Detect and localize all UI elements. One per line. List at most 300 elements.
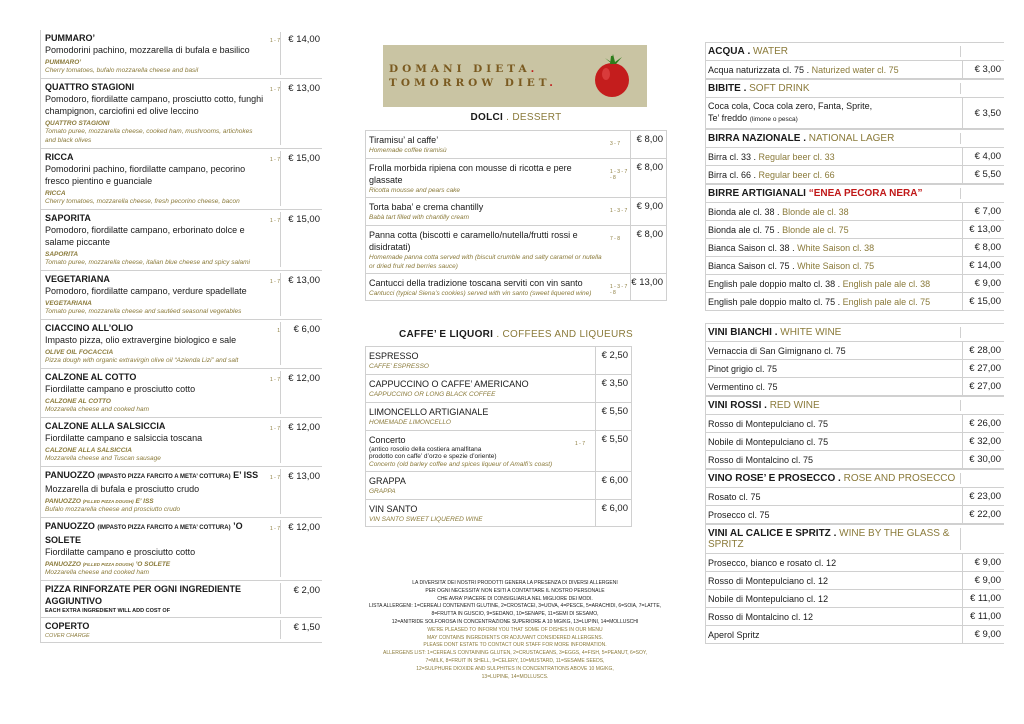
menu-item [40,271,322,320]
drink-english: White Saison cl. 38 [797,242,875,253]
drink-name: Acqua naturizzata cl. 75 . Naturized water cl. 75 [708,64,899,75]
drink-item [705,257,1004,275]
menu-item-price: € 12,00 [280,371,322,414]
price-col [960,473,1002,484]
price-col [960,133,1002,144]
dessert-item [365,158,667,197]
drink-name-text: Vermentino cl. 75 [708,381,778,392]
drink-item [705,342,1004,360]
drink-name [706,361,962,377]
item-name2: E’ ISS [233,470,259,480]
coffee-note: (antico rosolio della costiera amalfitana [369,446,482,453]
coffee-body [366,347,575,374]
menu-item-name [45,520,264,546]
allergen-codes [575,347,595,374]
coffee-body [366,375,575,402]
menu-item-price: € 13,00 [280,469,322,514]
allergen-codes [266,620,280,639]
price-col [960,46,1002,57]
drink-name-text: Birra cl. 33 [708,151,752,162]
en-name: CALZONE AL COTTO [45,398,111,405]
menu-item-price: € 15,00 [280,151,322,206]
coffee-english: Concerto (old barley coffee and spices liqueur of Amalfi’s coast) [369,461,553,468]
drink-name [706,627,962,643]
allergen-codes: 1 - 7 [269,218,280,224]
section-title-bold: BIBITE [708,83,741,94]
menu-item-name [45,583,264,607]
menu-item-english-name [45,190,264,197]
en-name: PUMMARO’ [45,59,82,66]
menu-item-price: € 14,00 [280,32,322,75]
menu-item [40,149,322,210]
coffee-price: € 3,50 [595,375,631,402]
en-name: PANUOZZO [45,561,81,568]
section-title-bold: ACQUA [708,46,745,57]
drink-item [705,239,1004,257]
drink-item [705,221,1004,239]
drink-name-text: Nobile di Montepulciano cl. 75 [708,436,829,447]
allergen-codes: 1 - 7 [269,526,280,532]
item-note: (IMPASTO PIZZA FARCITO A META’ COTTURA) [97,474,231,480]
coffee-english: GRAPPA [369,488,396,495]
drink-name-text: Rosso di Montepulciano cl. 75 [708,418,829,429]
drink-name-text: Coca cola, Coca cola zero, Fanta, Sprite, [708,101,873,111]
item-name: PANUOZZO [45,470,95,480]
menu-item-english-description: Pizza dough with organic extravirgin olive oil “Azienda Lizi” and salt [45,357,239,364]
menu-item-description: Pomodoro, fiordilatte campano, erborinato dolce e salame piccante [45,225,245,247]
allergen-codes: 1 - 3 - 7 - 8 [610,284,628,296]
drink-english: Regular beer cl. 66 [758,169,835,180]
menu-item [40,518,322,581]
menu-item-body [45,371,266,414]
coffee-name: VIN SANTO [369,504,418,514]
coffee-name: LIMONCELLO ARTIGIANALE [369,407,489,417]
allergen-codes: 1 - 7 [269,377,280,383]
drink-price: € 15,00 [962,293,1004,310]
menu-item-english-name [45,59,264,66]
drink-name-text: Bionda ale cl. 75 [708,224,775,235]
dessert-body [366,131,610,158]
drink-name-text: English pale doppio malto cl. 38 [708,278,836,289]
coffee-note2: prodotto con caffe’ d’orzo e spezie d’oriente) [369,453,497,460]
item-name: PIZZA RINFORZATE PER OGNI INGREDIENTE AGGIUNTIVO [45,584,242,606]
menu-item-english-description: Tomato puree, mozzarella cheese, italian blue cheese and spicy salami [45,259,250,266]
menu-item-english-name [45,300,264,307]
dessert-body [366,226,610,273]
en-name: COVER CHARGE [45,633,90,639]
drink-price: € 9,00 [962,572,1004,589]
drink-item [705,148,1004,166]
drink-item [705,506,1004,524]
dessert-price: € 9,00 [630,198,666,225]
coffee-list [365,346,632,527]
pizza-menu [40,30,322,643]
section-title [708,473,960,484]
drink-price: € 8,00 [962,239,1004,256]
allergen-codes [575,472,595,499]
allergen-codes: 1 [277,328,280,334]
item-name2: ’O SOLETE [45,521,243,545]
drink-name-text: Bionda ale cl. 38 [708,206,775,217]
allergen-codes: 3 - 7 [610,141,621,147]
drink-name-text: Birra cl. 66 [708,169,752,180]
coffee-item [365,430,632,471]
menu-item-english-name [45,120,264,127]
coffee-name: Concerto [369,435,406,445]
menu-item-price: € 2,00 [280,583,322,614]
drink-name [706,434,962,450]
dessert-body [366,198,610,225]
allergen-codes: 1 - 7 [269,475,280,481]
en-name: EACH EXTRA INGREDIENT WILL ADD COST OF [45,608,171,614]
section-title [708,400,960,411]
drink-english: Blonde ale cl. 75 [782,224,849,235]
drink-price: € 30,00 [962,451,1004,468]
dessert-name: Panna cotta (biscotti e caramello/nutella/frutti rossi e disidratati) [369,230,578,252]
drink-name: Bionda ale cl. 38 . Blonde ale cl. 38 [708,206,849,217]
menu-item-price: € 6,00 [280,322,322,365]
en-name2: E’ ISS [135,498,154,505]
allergen-codes: 1 - 7 [575,441,586,447]
menu-item-name [45,371,264,383]
drink-price: € 3,00 [962,61,1004,78]
en-name: SAPORITA [45,251,79,258]
menu-item-price: € 12,00 [280,520,322,577]
drink-price: € 27,00 [962,360,1004,377]
en-name: CALZONE ALLA SALSICCIA [45,447,132,454]
drink-price: € 28,00 [962,342,1004,359]
item-name: QUATTRO STAGIONI [45,82,135,92]
menu-item-name [45,420,264,432]
dessert-item [365,130,667,158]
drink-english: Naturized water cl. 75 [811,64,899,75]
coffee-body [366,431,575,471]
drink-section-header [705,323,1004,342]
menu-item-description: Fiordilatte campano e salsiccia toscana [45,433,203,443]
sep: . [764,400,767,411]
item-name: CIACCINO ALL’OLIO [45,323,134,333]
drink-item [705,203,1004,221]
coffee-price: € 6,00 [595,500,631,526]
coffee-price: € 6,00 [595,472,631,499]
drink-name [706,507,962,523]
menu-item [40,369,322,418]
drink-name-text: Rosso di Montalcino cl. 75 [708,454,814,465]
coffee-body [366,403,575,430]
drinks-menu [705,42,1004,644]
menu-item-english-name [45,398,264,405]
drink-price: € 27,00 [962,378,1004,395]
drink-name: English pale doppio malto cl. 75 . English pale ale cl. 75 [708,296,931,307]
drink-item [705,488,1004,506]
section-title [708,133,960,144]
menu-item-description: Fiordilatte campano e prosciutto cotto [45,384,196,394]
menu-item-name [45,469,264,483]
menu-item-english-description: Tomato puree, mozzarella cheese, cooked ham, mushrooms, artichokes and black olives [45,128,253,144]
menu-item-price: € 12,00 [280,420,322,463]
drink-section-header [705,79,1004,98]
menu-item-description: Pomodorini pachino, mozzarella di bufala e basilico [45,45,250,55]
drink-price: € 5,50 [962,166,1004,183]
coffee-name: GRAPPA [369,476,406,486]
drink-section-header [705,396,1004,415]
drink-price: € 32,00 [962,433,1004,450]
dessert-price: € 8,00 [630,226,666,273]
sep: . [747,46,751,57]
drink-name-text: Bianca Saison cl. 38 [708,242,790,253]
section-title-english: WHITE WINE [780,327,842,338]
logo: DOMANI DIETA. TOMORROW DIET. [383,45,647,107]
drink-english: White Saison cl. 75 [797,260,875,271]
dessert-list [365,130,667,301]
dessert-body [366,159,610,197]
menu-item-name [45,273,264,285]
dessert-item [365,273,667,301]
drink-name [706,573,962,589]
allergen-codes: 1 - 7 [269,87,280,93]
menu-item-name [45,620,264,632]
menu-item-english-name [45,349,264,356]
menu-item-body [45,583,266,614]
menu-item-description: Impasto pizza, olio extravergine biologico e sale [45,335,237,345]
logo-line1: DOMANI DIETA [389,63,531,75]
drink-price: € 13,00 [962,221,1004,238]
drink-english: Regular beer cl. 33 [758,151,835,162]
menu-item-body [45,520,266,577]
drink-name-text: Prosecco, bianco e rosato cl. 12 [708,557,837,568]
item-name: PUMMARO’ [45,33,95,43]
sep: . [774,327,778,338]
dessert-english: Cantucci (typical Siena’s cookies) served with vin santo (sweet liquered wine) [369,290,592,297]
menu-item [40,618,322,643]
item-name: VEGETARIANA [45,274,110,284]
drink-name-text: Prosecco cl. 75 [708,509,770,520]
item-name: RICCA [45,152,74,162]
menu-item-body [45,420,266,463]
price-col [960,528,1002,550]
section-title [708,327,960,338]
drink-item [705,61,1004,79]
drink-note: (limone o pesca) [749,116,798,123]
drink-name: Bianca Saison cl. 38 . White Saison cl. 38 [708,242,875,253]
section-title-bold: VINI BIANCHI [708,327,772,338]
drink-price: € 22,00 [962,506,1004,523]
drink-name-line2: Te’ freddo [708,113,748,123]
menu-item-english-description: Mozzarella cheese and Tuscan sausage [45,455,161,462]
dessert-price: € 13,00 [630,274,666,300]
section-title-bold: VINO ROSE’ E PROSECCO [708,473,836,484]
en-note: (FILLED PIZZA DOUGH) [82,499,134,504]
drink-name [706,591,962,607]
coffee-english: HOMEMADE LIMONCELLO [369,419,451,426]
menu-item-english-description: Cherry tomatoes, bufalo mozzarella cheese and basil [45,67,199,74]
dessert-body [366,274,610,300]
menu-item [40,79,322,149]
en-note: (FILLED PIZZA DOUGH) [82,562,134,567]
coffee-body [366,472,575,499]
menu-item [40,320,322,369]
section-title-english: ROSE AND PROSECCO [843,473,956,484]
drink-section-header [705,524,1004,554]
drink-name [706,343,962,359]
coffee-english: CAPPUCCINO OR LONG BLACK COFFEE [369,391,496,398]
sep: . [803,133,806,144]
coffee-price: € 5,50 [595,431,631,471]
drink-name-text: Aperol Spritz [708,629,760,640]
drink-item [705,378,1004,396]
drink-name-text: English pale doppio malto cl. 75 [708,296,836,307]
coffee-english: CAFFE’ ESPRESSO [369,363,429,370]
menu-item-english-description: Cherry tomatoes, mozzarella cheese, fresh pecorino cheese, bacon [45,198,240,205]
menu-item-body [45,212,266,267]
drink-name [706,609,962,625]
dessert-item [365,197,667,225]
drink-price: € 26,00 [962,415,1004,432]
dessert-item [365,225,667,273]
item-name: CALZONE AL COTTO [45,372,137,382]
drink-item [705,608,1004,626]
menu-item-name [45,32,264,44]
dessert-english: Homemade coffee tiramisù [369,147,447,154]
drink-section-header [705,129,1004,148]
menu-item-english-name [45,561,264,568]
brand-name: “ENEA PECORA NERA” [808,188,923,199]
menu-item-price: € 15,00 [280,212,322,267]
menu-item-body [45,273,266,316]
drink-name-text: Rosso di Montalcino cl. 12 [708,611,814,622]
dessert-price: € 8,00 [630,131,666,158]
section-gap [705,311,1004,323]
coffee-item [365,346,632,374]
coffee-english: VIN SANTO SWEET LIQUERED WINE [369,516,483,523]
drink-item [705,293,1004,311]
allergen-codes: 1 - 7 [269,38,280,44]
drink-item [705,433,1004,451]
section-title [708,188,960,199]
en-name2: ’O SOLETE [135,561,171,568]
drink-price: € 14,00 [962,257,1004,274]
menu-item-english-description: Mozzarella cheese and cooked ham [45,406,150,413]
allergen-codes [575,403,595,430]
menu-item [40,581,322,618]
menu-item-description: Pomodoro, fiordilatte campano, prosciutto cotto, funghi champignon, carciofini ed olive leccino [45,94,264,116]
menu-item-english-name [45,633,264,639]
drink-name-text: Vernaccia di San Gimignano cl. 75 [708,345,846,356]
drink-name-text: Rosato cl. 75 [708,491,761,502]
menu-item-name [45,151,264,163]
dessert-name: Frolla morbida ripiena con mousse di ricotta e pere glassate [369,163,572,185]
section-title-bold: VINI AL CALICE E SPRITZ [708,528,831,539]
coffee-name: CAPPUCCINO O CAFFE’ AMERICANO [369,379,529,389]
allergen-codes [575,375,595,402]
section-title [708,83,960,94]
coffee-body [366,500,575,526]
menu-item-name [45,212,264,224]
menu-item [40,467,322,518]
menu-item-english-description: Mozzarella cheese and cooked ham [45,569,150,576]
drink-name-text: Pinot grigio cl. 75 [708,363,778,374]
menu-item-english-description: Tomato puree, mozzarella cheese and sautéed seasonal vegetables [45,308,242,315]
drink-section-header [705,184,1004,203]
en-name: PANUOZZO [45,498,81,505]
drink-english: Blonde ale cl. 38 [782,206,849,217]
menu-item-body [45,81,266,145]
menu-item-english-name [45,251,264,258]
coffee-item [365,374,632,402]
item-note: (IMPASTO PIZZA FARCITO A META’ COTTURA) [97,525,231,531]
drink-name [706,379,962,395]
dessert-name: Torta baba’ e crema chantilly [369,202,484,212]
dessert-name: Tiramisu’ al caffe’ [369,135,439,145]
en-name: VEGETARIANA [45,300,92,307]
menu-item-name [45,322,264,334]
coffee-price: € 2,50 [595,347,631,374]
drink-item [705,360,1004,378]
menu-item [40,30,322,79]
sep: . [838,473,841,484]
section-title-bold: VINI ROSSI [708,400,762,411]
drink-price: € 9,00 [962,275,1004,292]
drink-section-header [705,469,1004,488]
menu-item-body [45,620,266,639]
en-name: RICCA [45,190,66,197]
drink-price: € 9,00 [962,554,1004,571]
allergen-codes: 7 - 8 [610,236,621,242]
menu-item-english-name [45,447,264,454]
drink-name [706,98,962,128]
drink-item [705,451,1004,469]
drink-name [706,452,962,468]
allergen-codes [575,500,595,526]
logo-line2: TOMORROW DIET [389,77,550,89]
item-name: PANUOZZO [45,521,95,531]
drink-name [706,555,962,571]
en-name: OLIVE OIL FOCACCIA [45,349,114,356]
allergen-codes [266,583,280,614]
drink-name: Birra cl. 33 . Regular beer cl. 33 [708,151,835,162]
drink-name-text: Rosso di Montepulciano cl. 12 [708,575,829,586]
dessert-price: € 8,00 [630,159,666,197]
item-name: COPERTO [45,621,90,631]
price-col [960,83,1002,94]
item-name: CALZONE ALLA SALSICCIA [45,421,166,431]
coffee-price: € 5,50 [595,403,631,430]
section-title-english: RED WINE [769,400,820,411]
menu-item-description: Pomodoro, fiordilatte campano, verdure spadellate [45,286,247,296]
allergen-codes: 1 - 3 - 7 - 8 [610,169,628,181]
dessert-english: Homemade panna cotta served with (biscuit crumble and salty caramel or nutella or dried fruit red berries sauce) [369,254,602,270]
drink-item [705,572,1004,590]
menu-item-price: € 1,50 [280,620,322,639]
drink-price: € 4,00 [962,148,1004,165]
section-title-english: WINE BY THE GLASS & SPRITZ [708,528,950,550]
price-col [960,327,1002,338]
drink-price: € 11,00 [962,608,1004,625]
drink-item [705,98,1004,129]
drink-item [705,590,1004,608]
price-col [960,400,1002,411]
dessert-header: DOLCI . DESSERT [470,112,562,123]
dessert-english: Ricotta mousse and pears cake [369,187,461,194]
menu-item-description: Pomodorini pachino, fiordilatte campano, pecorino fresco pientino e guanciale [45,164,246,186]
drink-name-text: Nobile di Montepulciano cl. 12 [708,593,829,604]
drink-name: Birra cl. 66 . Regular beer cl. 66 [708,169,835,180]
drink-name: Bianca Saison cl. 75 . White Saison cl. 75 [708,260,875,271]
allergen-notice: LA DIVERSITA’ DEI NOSTRI PRODOTTI GENERA LA PRESENZA DI DIVERSI ALLERGENI PER OGNI NECESSITA’ NON ESITI A CONTATTARE IL NOSTRO PERSONALE CHE AVRA’ PIACERE DI CONSIGLIARLA NEL MIGLIORE DEI MODI. LISTA ALLERGENI: 1=CEREALI CONTENENTI GLUTINE, 2=CROSTACEI, 3=UOVA, 4=PESCE, 5=ARACHIDI, 6=SOIA, 7=LATTE, 8=FRUTTA IN GUSCIO, 9=SEDANO, 10=SENAPE, 11=SEMI DI SESAMO, 12=ANITRIDE SOLFOROSA IN CONCENTRAZIONE SUPERIORE A 10 MG/KG, 13=LUPINI, 14=MOLLUSCHI WE’RE PLEASED TO INFORM YOU THAT SOME OF DISHES IN OUR MENU MAY CONTAINS INGREDIENTS OR ADJUVANT CONSIDERED ALLERGENS. PLEASE DONT ESTATE TO CONTACT OUR STAFF FOR MORE INFORMATION. ALLERGENS LIST: 1=CEREALS CONTAINING GLUTEN, 2=CRUSTACEANS, 3=EGGS, 4=FISH, 5=PEANUT, 6=SOY, 7=MILK, 8=FRUIT IN SHELL, 9=CELERY, 10=MUSTARD, 11=SESAME SEEDS, 12=SULPHURE DIOXIDE AND SULPHITES IN CONCENTRATIONS ABOVE 10 MG/KG, 13=LUPINE, 14=MOLLUSCS. [368,580,662,680]
section-title-english: SOFT DRINK [749,83,810,94]
section-title-english: WATER [753,46,789,57]
allergen-codes: 1 - 3 - 7 [610,208,628,214]
